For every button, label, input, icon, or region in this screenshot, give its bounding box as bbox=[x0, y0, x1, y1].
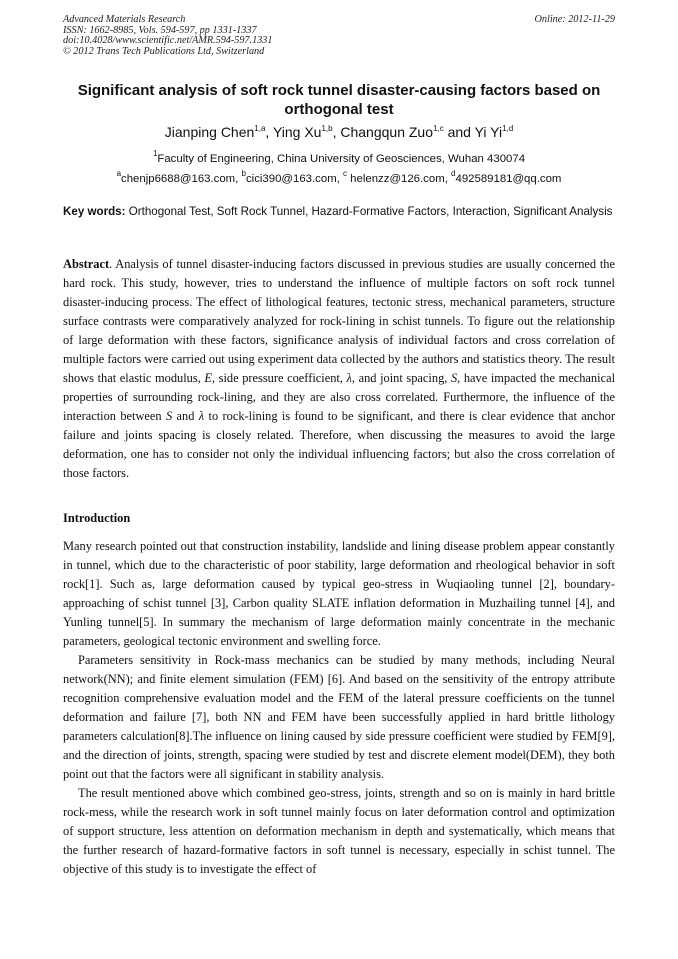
keywords-text: Orthogonal Test, Soft Rock Tunnel, Hazard-Formative Factors, Interaction, Significant Analysis bbox=[125, 205, 613, 218]
email-mark: b bbox=[241, 169, 246, 178]
email-address[interactable]: cici390@163.com, bbox=[245, 173, 344, 185]
online-date: Online: 2012-11-29 bbox=[534, 14, 615, 25]
body-paragraph: The result mentioned above which combined geo-stress, joints, strength and so on is mainly in hard brittle rock-mess, while the research work in soft tunnel mainly focus on later deformation control and optimization of support structure, less attention on deformation mechanism in depth and systematically, which means that the further research of hazard-formative factors in soft tunnel is necessary, especially in schist tunnel. The objective of this study is to investigate the effect of bbox=[63, 786, 615, 876]
introduction-body bbox=[63, 537, 615, 879]
abstract-symbol: λ bbox=[198, 409, 205, 423]
abstract-label: Abstract bbox=[63, 257, 110, 271]
email-address[interactable]: helenzz@126.com, bbox=[347, 173, 452, 185]
author-emails bbox=[63, 169, 615, 186]
abstract-segment: , side pressure coefficient, bbox=[211, 371, 347, 385]
author-separator: , bbox=[332, 124, 341, 140]
abstract-symbol: E bbox=[204, 371, 212, 385]
journal-header bbox=[63, 15, 615, 57]
issn-line: ISSN: 1662-8985, Vols. 594-597, pp 1331-1337 bbox=[63, 24, 257, 36]
copyright-line: © 2012 Trans Tech Publications Ltd, Switzerland bbox=[63, 45, 265, 57]
abstract-symbol: S bbox=[450, 371, 458, 385]
author-affiliation-mark: 1,c bbox=[433, 124, 444, 133]
keywords-label: Key words: bbox=[63, 205, 126, 218]
author-affiliation-mark: 1,d bbox=[502, 124, 514, 133]
abstract-symbol: λ bbox=[346, 371, 352, 385]
author-separator: , bbox=[265, 124, 273, 140]
abstract-segment: to rock-lining is found to be significant, and there is clear evidence that anchor failure and joints spacing is closely related. Therefore, when discussing the measures to avoid the large deformation, one has to consider not only the individual influencing factors; but also the cross correlation of those factors. bbox=[63, 409, 615, 480]
doi-link[interactable]: doi:10.4028/www.scientific.net/AMR.594-597.1331 bbox=[63, 35, 273, 47]
abstract-segment: and bbox=[172, 409, 199, 423]
author-list bbox=[63, 123, 615, 141]
affiliation-mark: 1 bbox=[152, 149, 158, 158]
keywords bbox=[63, 202, 615, 222]
section-heading-introduction: Introduction bbox=[63, 511, 131, 525]
author-affiliation-mark: 1,a bbox=[254, 124, 266, 133]
email-mark: c bbox=[343, 169, 348, 178]
paper-title: Significant analysis of soft rock tunnel disaster-causing factors based on orthogonal test bbox=[77, 82, 601, 118]
affiliation-text: Faculty of Engineering, China University of Geosciences, Wuhan 430074 bbox=[157, 153, 526, 165]
email-mark: a bbox=[116, 169, 122, 178]
email-address[interactable]: 492589181@qq.com bbox=[455, 173, 562, 185]
abstract-segment: . Analysis of tunnel disaster-inducing factors discussed in previous studies are usually concerned the hard rock. This study, however, tries to understand the influence of multiple factors on soft rock tunnel disaster-inducing process. The effect of lithological features, tectonic stress, mechanical parameters, structure surface contrasts were comparatively analyzed for rock-lining in schist tunnels. To figure out the relationship of large deformation with these factors, significance analysis of individual factors and cross correlation of multiple factors were carried out using experiment data collected by the authors and statistics theory. The result shows that elastic modulus, bbox=[63, 257, 615, 385]
author-name: Jianping Chen bbox=[164, 124, 255, 140]
body-paragraph: Parameters sensitivity in Rock-mass mechanics can be studied by many methods, including Neural network(NN); and finite element simulation (FEM) [6]. And based on the sensitivity of the entropy attribute recognition comprehensive evaluation model and the FEM of the lateral pressure coefficients on the tunnel deformation and failure [7], both NN and FEM have been successfully applied in hard brittle lithology parameters calculation[8].The influence on lining caused by side pressure coefficient were studied by FEM[9], and the direction of joints, strength, spacing were studied by test and discrete element model(DEM), they both point out that the factors were all significant in stability analysis. bbox=[63, 653, 615, 781]
author-affiliation-mark: 1,b bbox=[321, 124, 333, 133]
affiliation bbox=[63, 149, 615, 166]
email-address[interactable]: chenjp6688@163.com, bbox=[121, 173, 242, 185]
abstract bbox=[63, 255, 615, 483]
journal-name: Advanced Materials Research bbox=[63, 14, 186, 25]
email-mark: d bbox=[451, 169, 456, 178]
author-separator: and bbox=[443, 124, 475, 140]
body-paragraph: Many research pointed out that construction instability, landslide and lining disease problem appear constantly in tunnel, which due to the characteristic of poor stability, large deformation and rheological behavior in soft rock[1]. Such as, large deformation caused by typical geo-stress in Wuqiaoling tunnel [2], boundary-approaching of schist tunnel [3], Carbon quality SLATE inflation deformation in Muzhailing tunnel [4], and Yunling tunnel[5]. In summary the mechanism of large deformation mainly concentrate in the mechanic parameters, geological tectonic environment and swelling force. bbox=[63, 539, 615, 648]
author-name: Yi Yi bbox=[474, 124, 503, 140]
author-name: Ying Xu bbox=[272, 124, 322, 140]
abstract-symbol: S bbox=[165, 409, 173, 423]
abstract-segment: , have impacted the mechanical properties of surrounding rock-lining, and they are also cross correlated. Furthermore, the influence of the interaction between bbox=[63, 371, 616, 423]
author-name: Changqun Zuo bbox=[340, 124, 434, 140]
abstract-segment: , and joint spacing, bbox=[351, 371, 451, 385]
